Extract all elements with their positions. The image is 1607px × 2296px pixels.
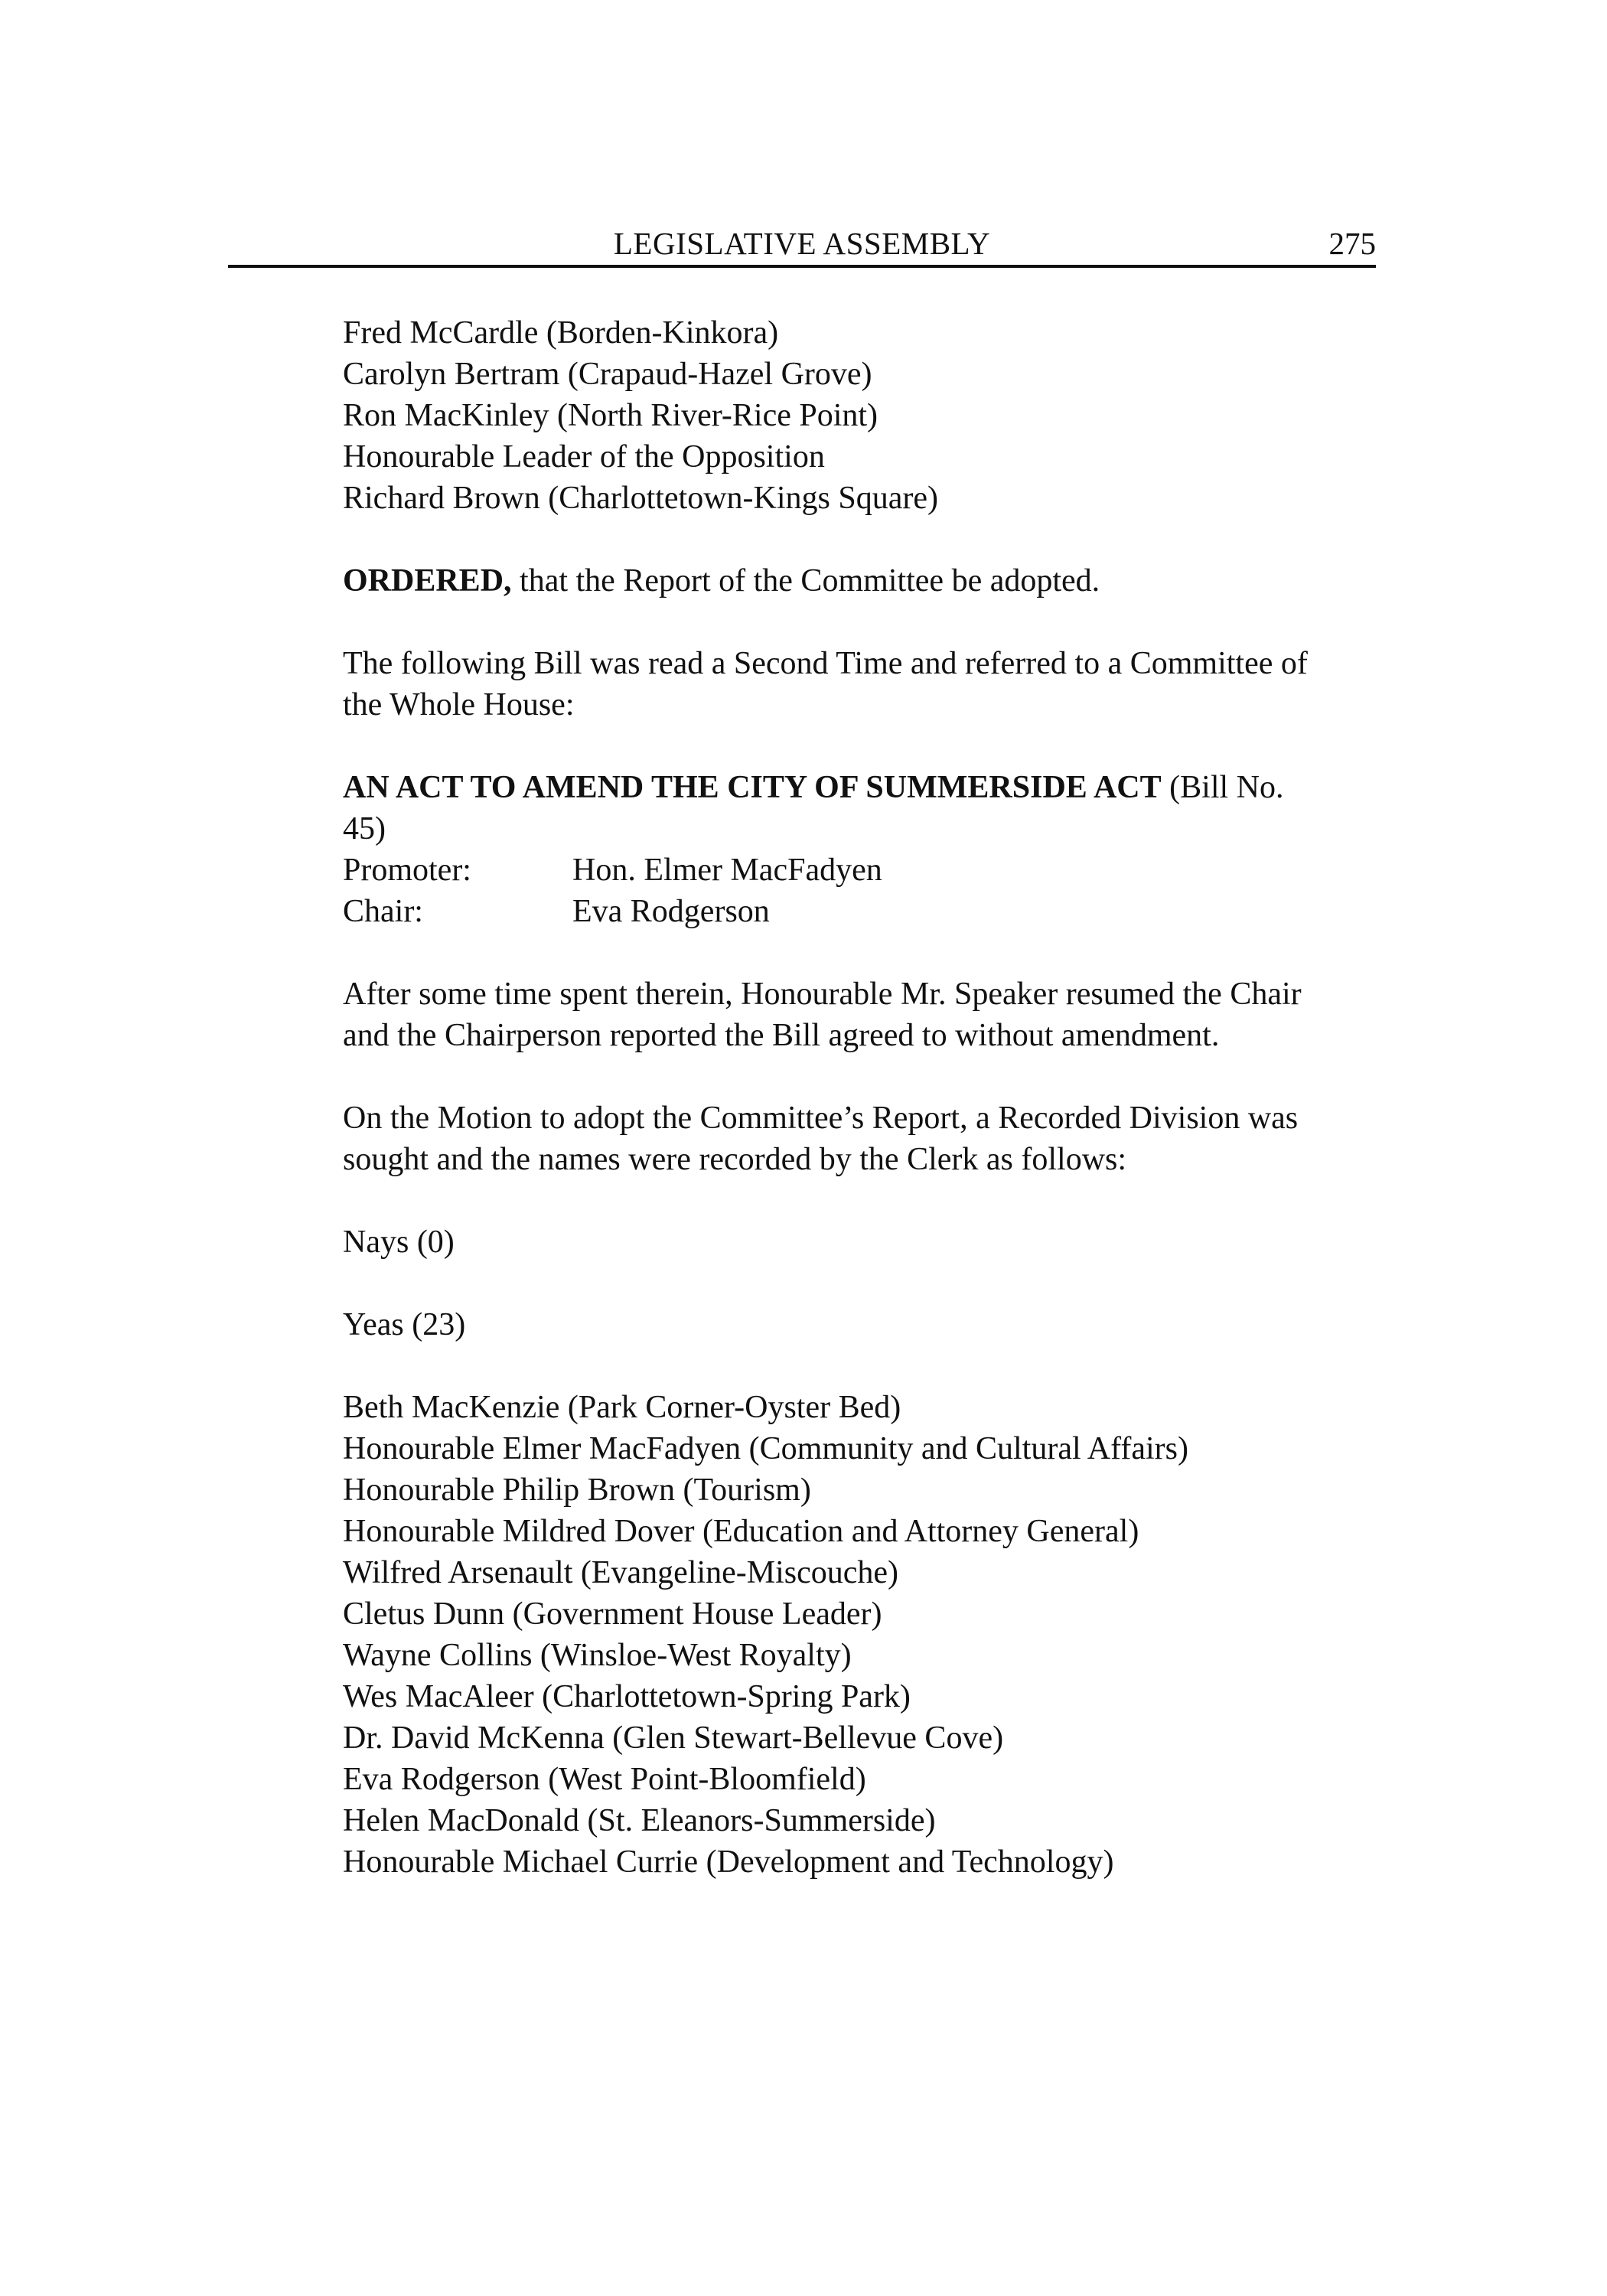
members-list-top [343, 312, 1377, 519]
paragraph-gap [343, 1345, 1377, 1387]
ordered-paragraph [343, 560, 1377, 602]
paragraph-gap [343, 1263, 1377, 1304]
yea-member-line: Wayne Collins (Winsloe-West Royalty) [343, 1638, 852, 1673]
promoter-label: Promoter: [343, 853, 471, 888]
yea-member-line: Eva Rodgerson (West Point-Bloomfield) [343, 1762, 866, 1797]
second-reading-paragraph [343, 643, 1377, 726]
paragraph-gap [343, 602, 1377, 643]
paragraph-gap [343, 932, 1377, 974]
running-header [228, 222, 1376, 268]
yea-member-line: Honourable Philip Brown (Tourism) [343, 1473, 811, 1508]
journal-body [343, 312, 1377, 1883]
yea-member-line: Helen MacDonald (St. Eleanors-Summerside) [343, 1803, 936, 1838]
yea-member-line: Wes MacAleer (Charlottetown-Spring Park) [343, 1679, 911, 1714]
member-line: Carolyn Bertram (Crapaud-Hazel Grove) [343, 357, 872, 392]
member-line: Richard Brown (Charlottetown-Kings Square) [343, 481, 939, 516]
motion-line: sought and the names were recorded by the Clerk as follows: [343, 1142, 1127, 1177]
yeas-members-list [343, 1387, 1377, 1883]
page-number: 275 [1328, 226, 1376, 261]
paragraph-gap [343, 1180, 1377, 1221]
yea-member-line: Dr. David McKenna (Glen Stewart-Bellevue Cove) [343, 1720, 1004, 1756]
yea-member-line: Beth MacKenzie (Park Corner-Oyster Bed) [343, 1390, 901, 1425]
second-reading-line: The following Bill was read a Second Time and referred to a Committee of [343, 646, 1308, 681]
promoter-row [343, 850, 1377, 891]
ordered-text: that the Report of the Committee be adopted. [511, 563, 1100, 598]
member-line: Fred McCardle (Borden-Kinkora) [343, 315, 779, 351]
bill-block [343, 767, 1377, 932]
chair-row [343, 891, 1377, 932]
second-reading-line: the Whole House: [343, 687, 575, 722]
chair-label: Chair: [343, 894, 423, 929]
after-time-line: and the Chairperson reported the Bill agreed to without amendment. [343, 1018, 1220, 1053]
paragraph-gap [343, 519, 1377, 560]
header-title: LEGISLATIVE ASSEMBLY [613, 226, 991, 261]
yea-member-line: Cletus Dunn (Government House Leader) [343, 1596, 882, 1632]
after-time-line: After some time spent therein, Honourable Mr. Speaker resumed the Chair [343, 977, 1302, 1012]
member-line: Ron MacKinley (North River-Rice Point) [343, 398, 878, 433]
after-time-paragraph [343, 974, 1377, 1056]
yea-member-line: Honourable Michael Currie (Development and Technology) [343, 1844, 1114, 1880]
bill-title [343, 767, 1377, 808]
motion-paragraph [343, 1097, 1377, 1180]
member-line: Honourable Leader of the Opposition [343, 439, 825, 475]
ordered-keyword: ORDERED, [343, 563, 512, 598]
bill-number: 45) [343, 811, 386, 846]
chair-value: Eva Rodgerson [572, 894, 770, 929]
nays-count: Nays (0) [343, 1225, 455, 1260]
paragraph-gap [343, 1056, 1377, 1097]
paragraph-gap [343, 726, 1377, 767]
yeas-count: Yeas (23) [343, 1307, 466, 1342]
yea-member-line: Wilfred Arsenault (Evangeline-Miscouche) [343, 1555, 899, 1590]
motion-line: On the Motion to adopt the Committee’s Report, a Recorded Division was [343, 1101, 1299, 1136]
bill-number-prefix: (Bill No. [1161, 770, 1284, 805]
yea-member-line: Honourable Elmer MacFadyen (Community and Cultural Affairs) [343, 1431, 1188, 1466]
yea-member-line: Honourable Mildred Dover (Education and Attorney General) [343, 1514, 1139, 1549]
bill-title-text: AN ACT TO AMEND THE CITY OF SUMMERSIDE ACT [343, 770, 1162, 805]
promoter-value: Hon. Elmer MacFadyen [572, 853, 882, 888]
